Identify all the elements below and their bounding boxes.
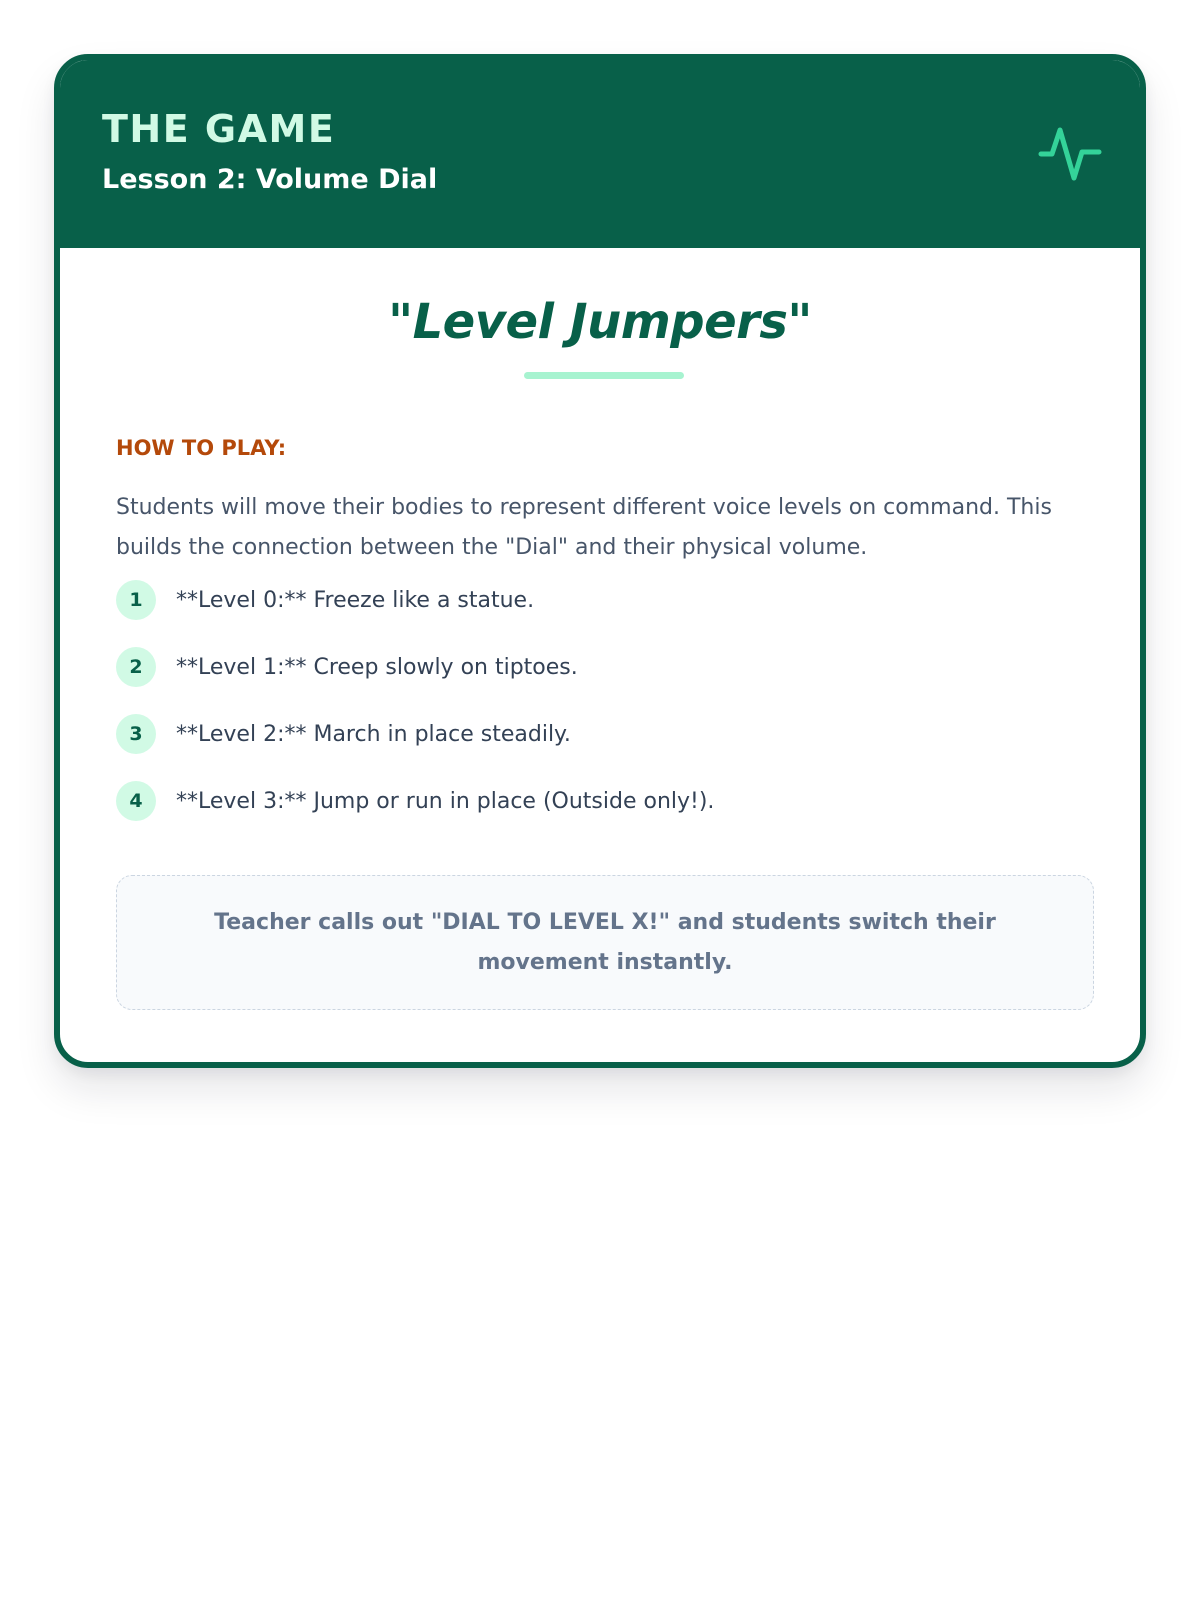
lesson-subtitle: Lesson 2: Volume Dial xyxy=(102,164,438,195)
step-number-badge: 2 xyxy=(116,647,156,687)
steps-list xyxy=(116,580,714,848)
step-number-badge: 1 xyxy=(116,580,156,620)
list-item xyxy=(116,781,714,821)
list-item xyxy=(116,580,714,620)
title-underline xyxy=(524,372,684,379)
game-card xyxy=(54,54,1146,1068)
how-to-play-label: HOW TO PLAY: xyxy=(116,436,287,460)
activity-pulse-icon xyxy=(1038,122,1102,186)
game-title: "Level Jumpers" xyxy=(388,294,812,350)
step-text: **Level 2:** March in place steadily. xyxy=(176,721,571,747)
step-text: **Level 1:** Creep slowly on tiptoes. xyxy=(176,654,578,680)
header-title: THE GAME xyxy=(102,107,336,151)
list-item xyxy=(116,714,714,754)
step-text: **Level 0:** Freeze like a statue. xyxy=(176,587,535,613)
card-header xyxy=(60,60,1140,248)
list-item xyxy=(116,647,714,687)
teacher-callout xyxy=(116,875,1094,1010)
step-number-badge: 3 xyxy=(116,714,156,754)
callout-text: Teacher calls out "DIAL TO LEVEL X!" and students switch their movement instantly. xyxy=(214,909,996,975)
step-number-badge: 4 xyxy=(116,781,156,821)
step-text: **Level 3:** Jump or run in place (Outside only!). xyxy=(176,788,715,814)
how-to-play-intro: Students will move their bodies to represent different voice levels on command. This builds the connection between the "Dial" and their physical volume. xyxy=(116,495,1052,560)
